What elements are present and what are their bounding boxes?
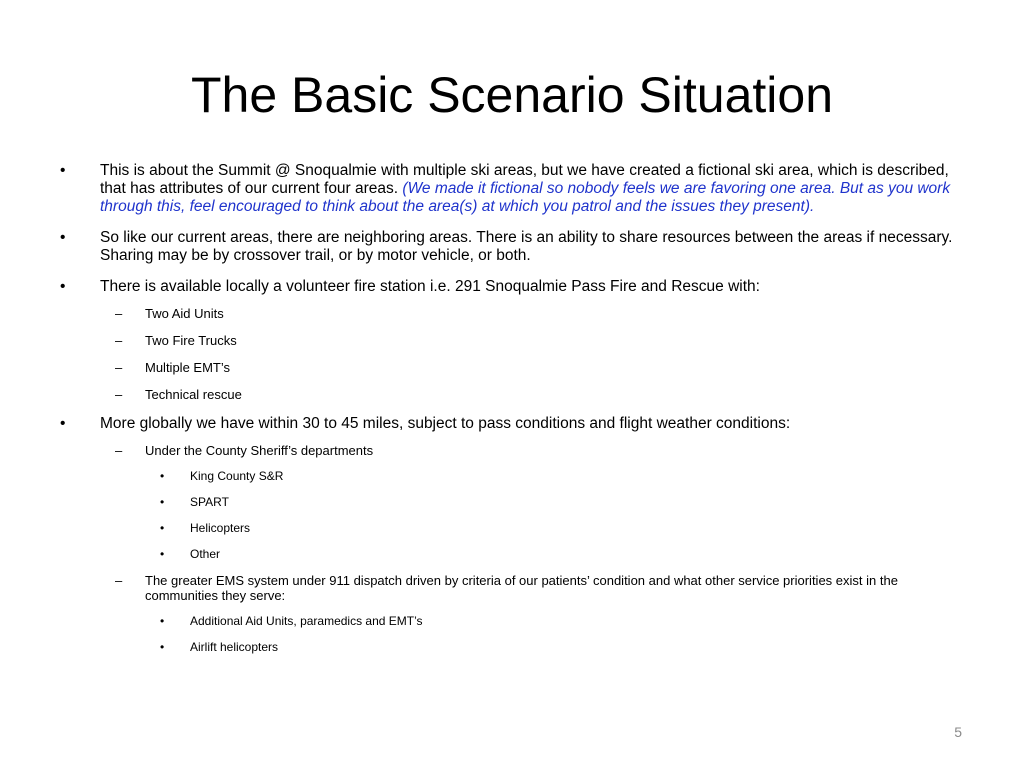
sub-sub-list	[145, 614, 970, 654]
bullet-text: This is about the Summit @ Snoqualmie with multiple ski areas, but we have created a fictional ski area, which is described, that has attributes of our current four areas.	[100, 162, 949, 197]
sub-item	[100, 443, 970, 561]
sub-item	[100, 573, 970, 654]
bullet-icon: •	[60, 278, 66, 295]
bullet-icon: •	[60, 229, 66, 246]
sub-sub-item	[145, 614, 970, 628]
bullet-icon: •	[160, 521, 165, 535]
dash-icon: –	[115, 443, 123, 458]
sub-item-text: Two Aid Units	[145, 306, 224, 321]
bullet-icon: •	[160, 469, 165, 483]
bullet-icon: •	[160, 614, 165, 628]
dash-icon: –	[115, 387, 123, 402]
bullet-text: There is available locally a volunteer fire station i.e. 291 Snoqualmie Pass Fire and Rescue with:	[100, 278, 760, 295]
page-number: 5	[954, 724, 962, 740]
sub-sub-item-text: Additional Aid Units, paramedics and EMT’s	[190, 614, 423, 628]
bullet-item	[60, 415, 970, 654]
sub-list	[100, 306, 970, 402]
bullet-item	[60, 229, 970, 265]
sub-item	[100, 333, 970, 348]
dash-icon: –	[115, 573, 123, 588]
sub-sub-item-text: Other	[190, 547, 221, 561]
bullet-icon: •	[160, 547, 165, 561]
sub-item-text: Under the County Sheriff’s departments	[145, 443, 374, 458]
bullet-icon: •	[60, 162, 66, 179]
sub-list	[100, 443, 970, 654]
sub-item-text: Technical rescue	[145, 387, 242, 402]
dash-icon: –	[115, 306, 123, 321]
dash-icon: –	[115, 360, 123, 375]
bullet-emphasis-text: (We made it fictional so nobody feels we are favoring one area. But as you work through this, feel encouraged to think about the area(s) at which you patrol and the issues they present).	[100, 180, 951, 215]
dash-icon: –	[115, 333, 123, 348]
sub-item-text: Multiple EMT’s	[145, 360, 231, 375]
sub-item	[100, 306, 970, 321]
sub-sub-item	[145, 521, 970, 535]
bullet-list	[60, 162, 970, 654]
sub-sub-list	[145, 469, 970, 561]
sub-item	[100, 360, 970, 375]
sub-sub-item-text: King County S&R	[190, 469, 284, 483]
sub-sub-item-text: SPART	[190, 495, 229, 509]
sub-sub-item	[145, 469, 970, 483]
sub-sub-item-text: Airlift helicopters	[190, 640, 279, 654]
bullet-item	[60, 162, 970, 216]
bullet-item	[60, 278, 970, 402]
sub-item-text: Two Fire Trucks	[145, 333, 237, 348]
bullet-text: So like our current areas, there are neighboring areas. There is an ability to share resources between the areas if necessary. Sharing may be by crossover trail, or by motor vehicle, or both.	[100, 229, 953, 264]
bullet-icon: •	[60, 415, 66, 432]
sub-item-text: The greater EMS system under 911 dispatch driven by criteria of our patients’ condition and what other service priorities exist in the communities they serve:	[145, 573, 898, 603]
sub-item	[100, 387, 970, 402]
slide-content	[60, 162, 970, 667]
sub-sub-item	[145, 495, 970, 509]
bullet-text: More globally we have within 30 to 45 miles, subject to pass conditions and flight weather conditions:	[100, 415, 791, 432]
bullet-icon: •	[160, 495, 165, 509]
slide-title: The Basic Scenario Situation	[190, 67, 834, 123]
bullet-icon: •	[160, 640, 165, 654]
sub-sub-item-text: Helicopters	[190, 521, 251, 535]
sub-sub-item	[145, 547, 970, 561]
sub-sub-item	[145, 640, 970, 654]
